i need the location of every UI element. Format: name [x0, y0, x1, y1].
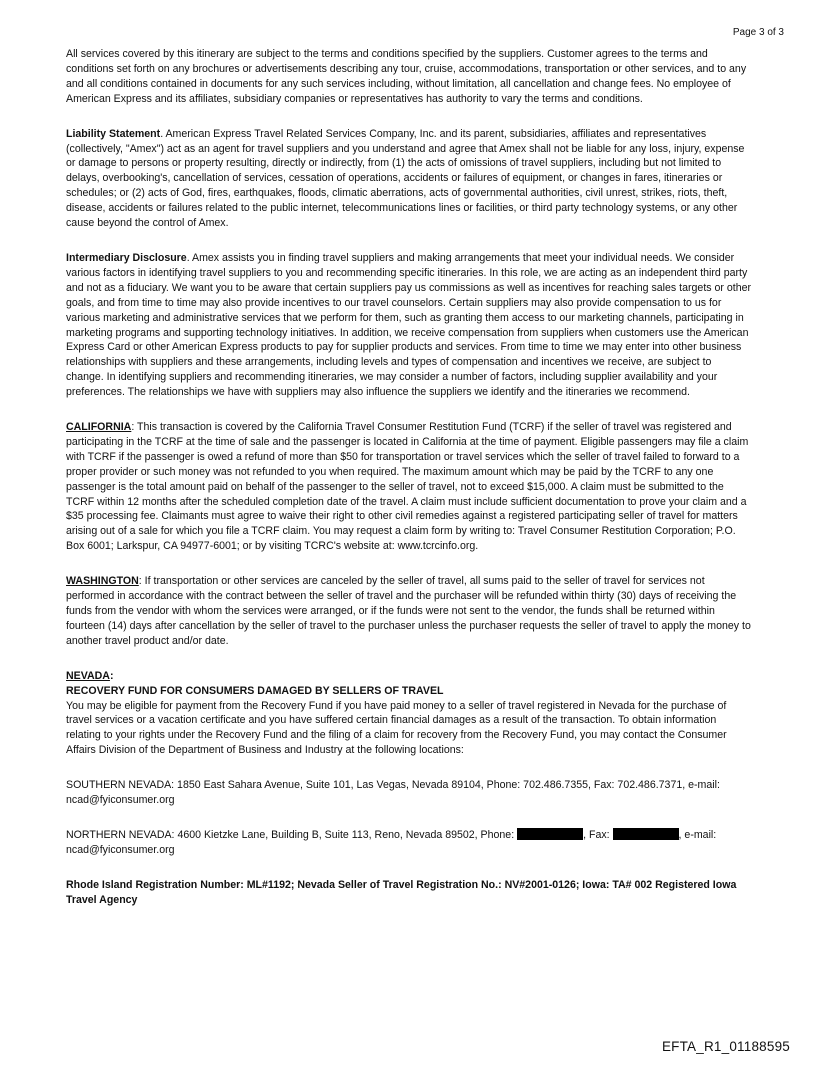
liability-paragraph [66, 127, 752, 231]
northern-nevada-contact [66, 828, 752, 858]
nevada-text: You may be eligible for payment from the Recovery Fund if you have paid money to a seller of travel registered in Nevada for the purchase of travel services or a vacation certificate and you have suffered certain financial damages as a result of the transaction. To obtain information relating to your rights under the Recovery Fund and the filing of a claim for recovery from the Recovery Fund, you may contact the Consumer Affairs Division of the Department of Business and Industry at the following locations: [66, 699, 727, 757]
nevada-subheading: RECOVERY FUND FOR CONSUMERS DAMAGED BY SELLERS OF TRAVEL [66, 684, 444, 697]
document-body [66, 47, 752, 908]
washington-heading: WASHINGTON [66, 575, 139, 588]
northern-nevada-address: NORTHERN NEVADA: 4600 Kietzke Lane, Building B, Suite 113, Reno, Nevada 89502, Phone: [66, 828, 515, 841]
terms-paragraph [66, 47, 752, 107]
intermediary-paragraph [66, 251, 752, 400]
intermediary-heading: Intermediary Disclosure [66, 251, 187, 264]
nevada-heading-colon: : [109, 669, 114, 682]
document-id: EFTA_R1_01188595 [661, 1039, 790, 1054]
nevada-heading: NEVADA [66, 669, 110, 682]
washington-text: : If transportation or other services are canceled by the seller of travel, all sums paid to the seller of travel for services not performed in accordance with the contract between the seller of travel and the purchaser will be refunded within thirty (30) days of receiving the funds from the vendor with whom the services were arranged, or if the funds were not sent to the vendor, the funds shall be returned within fourteen (14) days after cancellation by the seller of travel to the purchaser unless the purchaser requests the seller of travel to apply the money to another travel product and/or date. [66, 575, 751, 647]
intermediary-text: . Amex assists you in finding travel suppliers and making arrangements that meet your individual needs. We consider various factors in identifying travel suppliers to you and recommending specific itineraries. In this role, we are acting as an independent third party and not as a fiduciary. We want you to be aware that certain suppliers pay us commissions as well as incentives for reaching sales targets or other goals, and from time to time may also provide incentives to our travel counselors. Certain suppliers may also provide compensation to us for various marketing and administrative services that we perform for them, such as granting them access to our marketing channels, participating in marketing programs and supporting technology initiatives. In addition, we receive compensation from suppliers when customers use the American Express Card or other American Express products to pay for supplier products and services. From time to time we may enter into other business relationships with suppliers and these arrangements, including levels and types of compensation and incentives we receive, are subject to change. In identifying suppliers and recommending itineraries, we may consider a number of factors, including supplier availability and your preferences. The relationships we have with suppliers may also influence the suppliers we identify and the itineraries we recommend. [66, 251, 752, 399]
california-heading: CALIFORNIA [66, 421, 132, 434]
washington-paragraph [66, 574, 752, 649]
terms-text: All services covered by this itinerary are subject to the terms and conditions specified by the suppliers. Customer agrees to the terms and conditions set forth on any brochures or advertisements describing any tour, cruise, accommodations, transportation or other services, and to any and all conditions contained in documents for any such services including, without limitation, all cancellation and change fees. No employee of American Express and its affiliates, subsidiary companies or representatives has authority to vary the terms and conditions. [66, 48, 747, 105]
page-number: Page 3 of 3 [732, 27, 784, 38]
liability-heading: Liability Statement [66, 127, 161, 140]
registration-numbers: Rhode Island Registration Number: ML#1192; Nevada Seller of Travel Registration No.: NV#2001-0126; Iowa: TA# 002 Registered Iowa Travel Agency [66, 878, 737, 906]
redacted-phone-block [517, 828, 583, 840]
california-paragraph [66, 420, 752, 554]
nevada-section [66, 669, 752, 758]
nevada-heading-line [66, 669, 752, 684]
liability-text: . American Express Travel Related Services Company, Inc. and its parent, subsidiaries, affiliates and representatives (collectively, "Amex") act as an agent for travel suppliers and you understand and agree that Amex shall not be liable for any loss, injury, expense or damage to persons or property resulting, directly or indirectly, from (1) the acts of omissions of travel suppliers, including but not limited to delays, overbooking's, cancellation of services, cessation of operations, accidents or failures of equipment, or changes in fares, itineraries or schedules; or (2) acts of God, fires, earthquakes, floods, climatic aberrations, acts of governmental authorities, civil unrest, strikes, riots, theft, disease, accidents or failures related to the public internet, telecommunications lines or facilities, or third party technology systems, or any other cause beyond the control of Amex. [66, 127, 745, 230]
northern-nevada-fax-label: , Fax: [583, 828, 610, 841]
california-text: : This transaction is covered by the California Travel Consumer Restitution Fund (TCRF) if the seller of travel was registered and participating in the TCRF at the time of sale and the passenger is located in California at the time of payment. Eligible passengers may file a claim with TCRF if the passenger is owed a refund of more than $50 for transportation or travel services which the seller of travel failed to forward to a proper provider or such money was not refunded to you when required. The maximum amount which may be paid by the TCRF to any one passenger is the total amount paid on behalf of the passenger to the seller of travel, not to exceed $15,000. A claim must be submitted to the TCRF within 12 months after the scheduled completion date of the travel. A claim must include sufficient documentation to prove your claim and a $35 processing fee. Claimants must agree to waive their right to other civil remedies against a registered participating seller of travel for matters arising out of a sale for which you file a TCRF claim. You may request a claim form by writing to: Travel Consumer Restitution Corporation; P.O. Box 6001; Larkspur, CA 94977-6001; or by visiting TCRC's website at: www.tcrcinfo.org. [66, 421, 749, 553]
northern-nevada-email: , e-mail: ncad@fyiconsumer.org [66, 828, 717, 856]
southern-nevada-contact: SOUTHERN NEVADA: 1850 East Sahara Avenue, Suite 101, Las Vegas, Nevada 89104, Phone: 702.486.7355, Fax: 702.486.7371, e-mail: ncad@fyiconsumer.org [66, 779, 720, 807]
redacted-fax-block [613, 828, 679, 840]
